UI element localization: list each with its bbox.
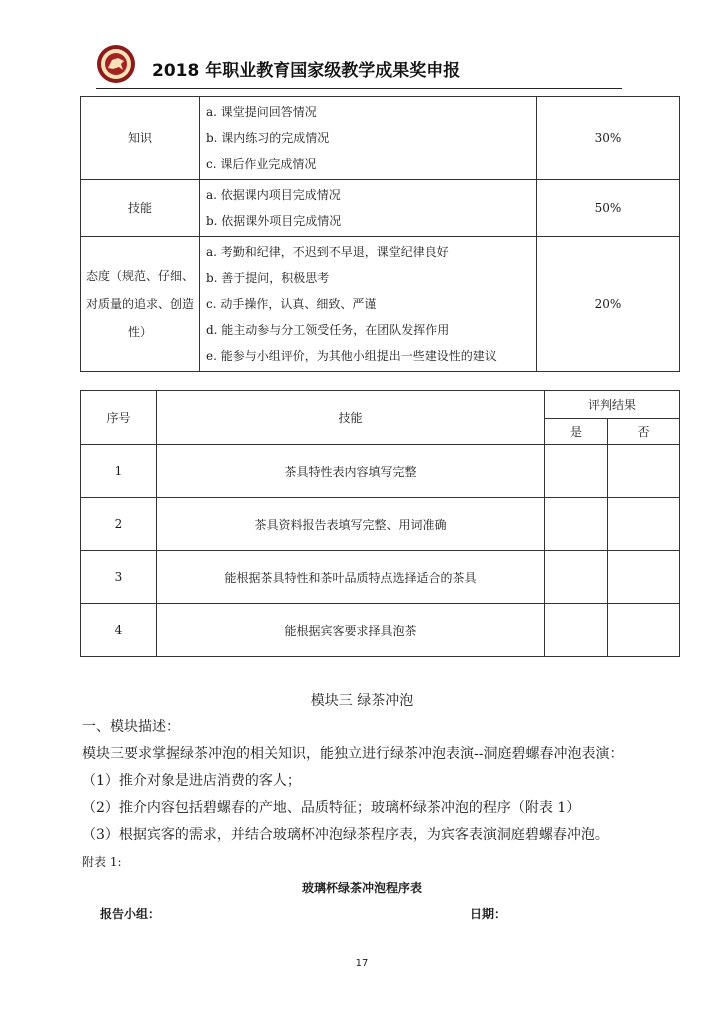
table-row — [81, 97, 680, 180]
list-item: b. 善于提问，积极思考 — [206, 271, 330, 285]
table-row — [81, 237, 680, 372]
header-divider — [96, 88, 622, 89]
skill-cell: 茶具特性表内容填写完整 — [157, 445, 545, 498]
items-cell — [200, 97, 537, 180]
column-header-result: 评判结果 — [545, 391, 680, 419]
table-row — [81, 180, 680, 237]
date-label: 日期： — [470, 907, 507, 921]
column-header-yes: 是 — [545, 419, 608, 445]
school-emblem-icon — [96, 44, 136, 84]
skills-table — [80, 390, 680, 657]
list-item: c. 课后作业完成情况 — [206, 157, 317, 171]
list-item: b. 课内练习的完成情况 — [206, 131, 330, 145]
yes-cell — [545, 551, 608, 604]
no-cell — [608, 604, 680, 657]
yes-cell — [545, 604, 608, 657]
column-header-skill: 技能 — [157, 391, 545, 445]
yes-cell — [545, 445, 608, 498]
no-cell — [608, 498, 680, 551]
yes-cell — [545, 498, 608, 551]
list-item: e. 能参与小组评价，为其他小组提出一些建设性的建议 — [206, 349, 497, 363]
row-number: 3 — [81, 551, 157, 604]
category-cell: 态度（规范、仔细、对质量的追求、创造性） — [81, 237, 200, 372]
assessment-table — [80, 96, 680, 372]
page-number: 17 — [355, 958, 369, 969]
items-cell — [200, 237, 537, 372]
no-cell — [608, 551, 680, 604]
section-heading: 一、模块描述： — [82, 719, 180, 735]
module-point: （3）根据宾客的需求，并结合玻璃杯冲泡绿茶程序表，为宾客表演洞庭碧螺春冲泡。 — [82, 827, 609, 843]
module-title: 模块三 绿茶冲泡 — [310, 693, 414, 709]
appendix-label: 附表 1: — [82, 855, 122, 869]
list-item: b. 依据课外项目完成情况 — [206, 214, 342, 228]
appendix-title: 玻璃杯绿茶冲泡程序表 — [301, 881, 422, 895]
list-item: a. 依据课内项目完成情况 — [206, 188, 341, 202]
list-item: a. 考勤和纪律，不迟到不早退，课堂纪律良好 — [206, 245, 449, 259]
module-point: （1）推介对象是进店消费的客人； — [82, 773, 301, 789]
skill-cell: 茶具资料报告表填写完整、用词准确 — [157, 498, 545, 551]
list-item: c. 动手操作，认真、细致、严谨 — [206, 297, 377, 311]
module-intro: 模块三要求掌握绿茶冲泡的相关知识，能独立进行绿茶冲泡表演--洞庭碧螺春冲泡表演： — [82, 746, 624, 762]
row-number: 2 — [81, 498, 157, 551]
category-cell: 知识 — [81, 97, 200, 180]
row-number: 1 — [81, 445, 157, 498]
list-item: d. 能主动参与分工领受任务，在团队发挥作用 — [206, 323, 450, 337]
row-number: 4 — [81, 604, 157, 657]
skill-cell: 能根据茶具特性和茶叶品质特点选择适合的茶具 — [157, 551, 545, 604]
skill-cell: 能根据宾客要求择具泡茶 — [157, 604, 545, 657]
column-header-no: 序号 — [81, 391, 157, 445]
table-header-row — [81, 391, 680, 419]
column-header-no-result: 否 — [608, 419, 680, 445]
weight-cell: 30% — [537, 97, 680, 180]
table-row — [81, 498, 680, 551]
table-row — [81, 551, 680, 604]
no-cell — [608, 445, 680, 498]
items-cell — [200, 180, 537, 237]
weight-cell: 50% — [537, 180, 680, 237]
module-point: （2）推介内容包括碧螺春的产地、品质特征；玻璃杯绿茶冲泡的程序（附表 1） — [82, 800, 581, 816]
weight-cell: 20% — [537, 237, 680, 372]
category-cell: 技能 — [81, 180, 200, 237]
header-title: 2018 年职业教育国家级教学成果奖申报 — [152, 61, 461, 81]
table-row — [81, 445, 680, 498]
list-item: a. 课堂提问回答情况 — [206, 105, 317, 119]
report-group-label: 报告小组： — [100, 907, 161, 921]
table-row — [81, 604, 680, 657]
